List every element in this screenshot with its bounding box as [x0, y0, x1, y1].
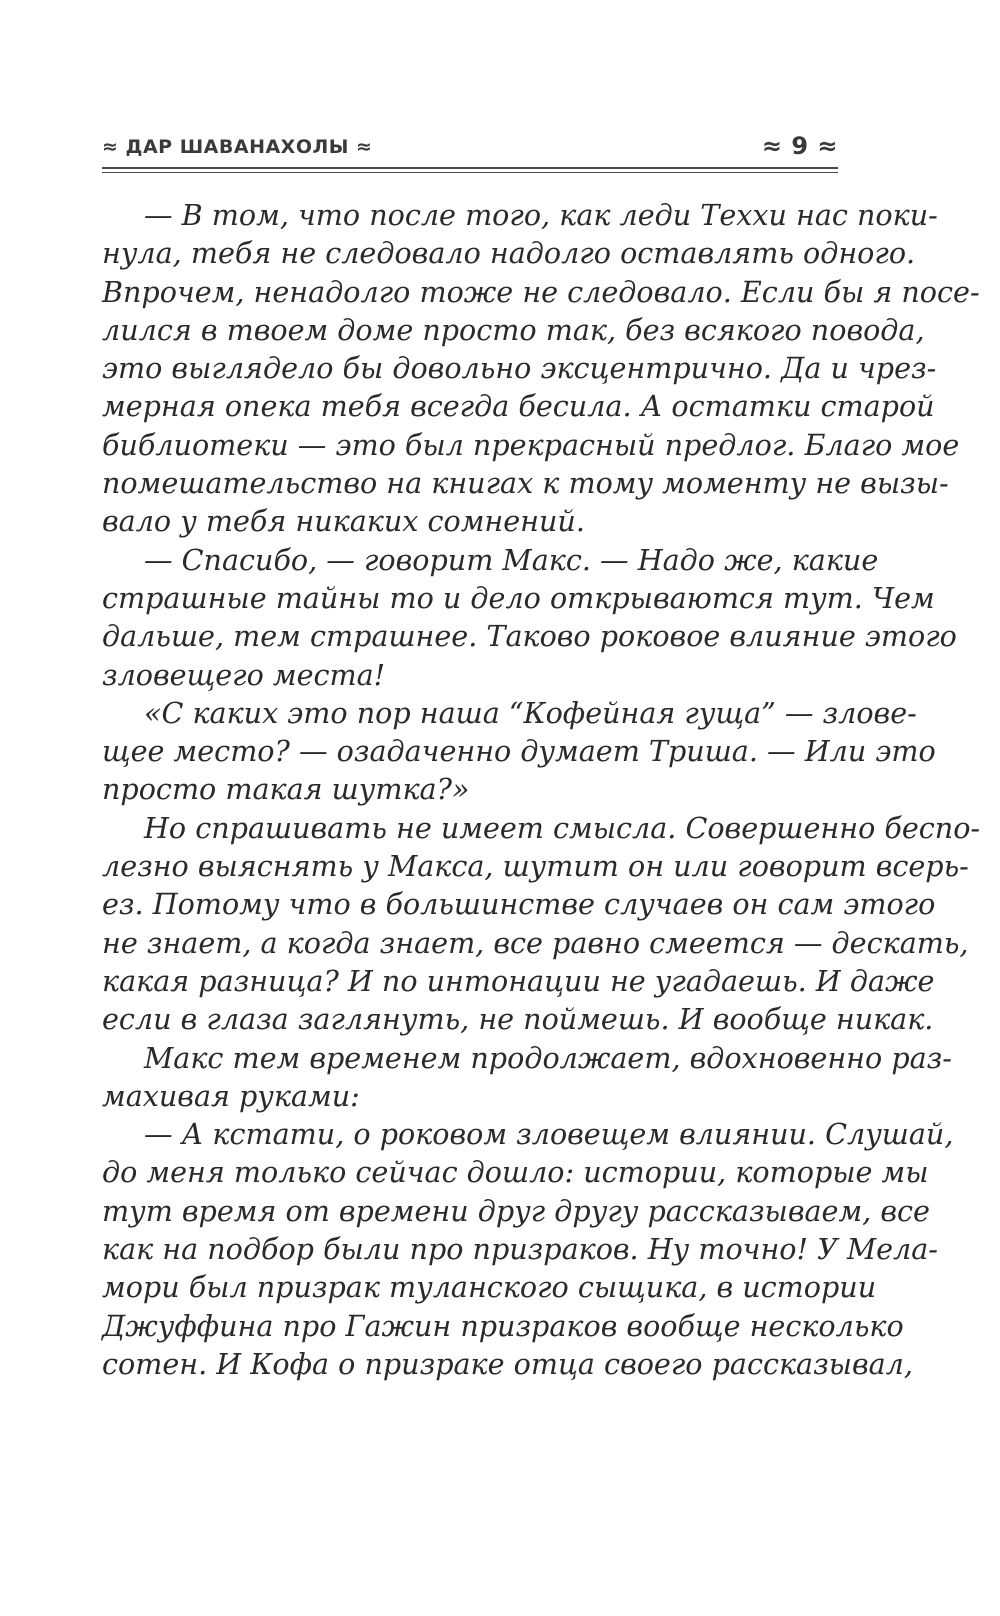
text-line: библиотеки — это был прекрасный предлог. Благо мое [102, 427, 960, 462]
text-line: до меня только сейчас дошло: истории, которые мы [102, 1155, 929, 1190]
text-line: сотен. И Кофа о призраке отца своего рассказывал, [102, 1346, 913, 1381]
text-line: нула, тебя не следовало надолго оставлять одного. [102, 236, 916, 271]
text-line: — В том, что после того, как леди Теххи нас поки- [144, 198, 938, 232]
header-rule-thin [102, 172, 838, 173]
text-line: тут время от времени друг другу рассказываем, все [102, 1193, 930, 1228]
header-rule-thick [102, 167, 838, 169]
text-line: как на подбор были про призраков. Ну точно! У Мела- [102, 1232, 938, 1267]
text-line: просто такая шутка?» [102, 772, 470, 807]
text-line: помешательство на книгах к тому моменту не вызы- [102, 466, 949, 501]
paragraph [102, 809, 981, 1039]
text-line: ез. Потому что в большинстве случаев он сам этого [102, 887, 936, 922]
text-line: это выглядело бы довольно эксцентрично. Да и чрез- [102, 351, 937, 386]
text-line: — А кстати, о роковом зловещем влиянии. Слушай, [144, 1117, 954, 1152]
paragraph [102, 1115, 954, 1383]
running-head-title: ≈ ДАР ШАВАНАХОЛЫ ≈ [102, 136, 373, 158]
paragraph [102, 196, 980, 541]
text-line: если в глаза заглянуть, не поймешь. И вообще никак. [102, 1002, 934, 1037]
text-line: Джуффина про Гажин призраков вообще несколько [102, 1308, 904, 1343]
text-line: мори был призрак туланского сыщика, в истории [102, 1270, 877, 1305]
page-number: ≈ 9 ≈ [761, 132, 838, 160]
text-line: Макс тем временем продолжает, вдохновенно раз- [144, 1040, 952, 1075]
text-line: «С каких это пор наша “Кофейная гуща” — злове- [144, 695, 917, 730]
text-line: зловещего места! [102, 657, 386, 692]
paragraph [102, 1039, 952, 1116]
text-line: какая разница? И по интонации не угадаешь. И даже [102, 963, 935, 998]
text-line: дальше, тем страшнее. Таково роковое влияние этого [102, 619, 957, 654]
text-line: не знает, а когда знает, все равно смеется — дескать, [102, 925, 969, 960]
running-head [102, 130, 838, 164]
paragraph [102, 694, 936, 809]
text-line: — Спасибо, — говорит Макс. — Надо же, какие [144, 542, 879, 577]
text-line: лился в твоем доме просто так, без всякого повода, [102, 312, 925, 347]
text-line: лезно выяснять у Макса, шутит он или говорит всерь- [102, 849, 969, 884]
text-line: страшные тайны то и дело открываются тут. Чем [102, 580, 935, 615]
paragraph [102, 541, 957, 694]
text-line: Но спрашивать не имеет смысла. Совершенно беспо- [144, 810, 981, 845]
text-line: махивая руками: [102, 1078, 360, 1113]
text-line: вало у тебя никаких сомнений. [102, 504, 585, 539]
text-line: щее место? — озадаченно думает Триша. — Или это [102, 734, 936, 769]
body-text [102, 196, 981, 1383]
text-line: мерная опека тебя всегда бесила. А остатки старой [102, 389, 935, 424]
text-line: Впрочем, ненадолго тоже не следовало. Если бы я посе- [102, 274, 980, 309]
